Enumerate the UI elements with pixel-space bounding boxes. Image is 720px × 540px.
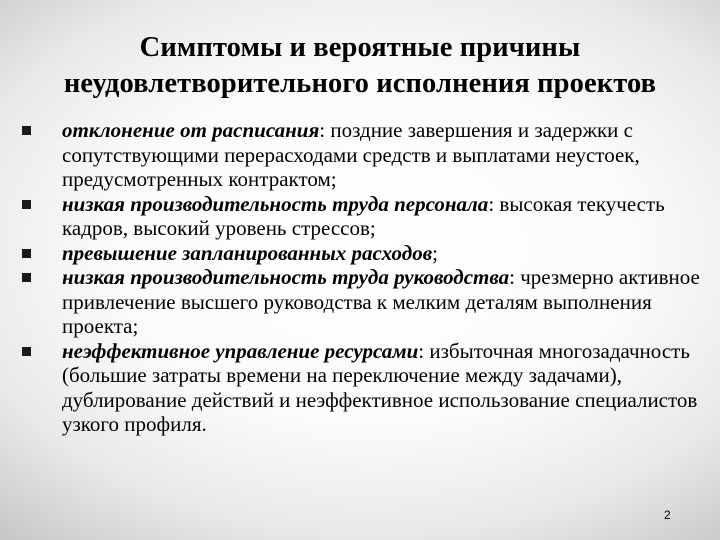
- bullet-item-schedule-deviation: [22, 118, 712, 192]
- square-bullet-icon: [22, 273, 31, 282]
- bullet-item-resource-management: [22, 339, 712, 437]
- slide-title: [14, 30, 706, 102]
- bullet-term: низкая производительность труда персонала: [62, 191, 489, 216]
- square-bullet-icon: [22, 126, 31, 135]
- slide-title-line: неудовлетворительного исполнения проектов: [63, 68, 657, 99]
- square-bullet-icon: [22, 347, 31, 356]
- slide-title-line: Симптомы и вероятные причины: [139, 32, 581, 63]
- bullet-item-cost-overrun: [22, 241, 712, 266]
- bullet-list: [22, 118, 712, 437]
- square-bullet-icon: [22, 249, 31, 258]
- bullet-text: : избыточная многозадачность (большие затраты времени на переключение между задачами), дублирование действий и неэффективное использование специалистов узкого профиля.: [62, 338, 698, 436]
- bullet-term: низкая производительность труда руководства: [62, 265, 510, 289]
- bullet-term: неэффективное управление ресурсами: [62, 338, 419, 363]
- bullet-text: : поздние завершения и задержки с сопутствующими перерасходами средств и выплатами неустоек, предусмотренных контрактом;: [62, 118, 640, 191]
- bullet-item-staff-productivity: [22, 192, 712, 241]
- bullet-text: ;: [432, 240, 438, 265]
- bullet-term: отклонение от расписания: [62, 118, 320, 142]
- square-bullet-icon: [22, 200, 31, 209]
- page-number: 2: [664, 508, 671, 522]
- bullet-text: : высокая текучесть кадров, высокий уровень стрессов;: [62, 191, 665, 240]
- bullet-item-management-productivity: [22, 265, 712, 339]
- bullet-text: : чрезмерно активное привлечение высшего руководства к мелким деталям выполнения проекта;: [62, 265, 700, 338]
- bullet-term: превышение запланированных расходов: [62, 240, 433, 265]
